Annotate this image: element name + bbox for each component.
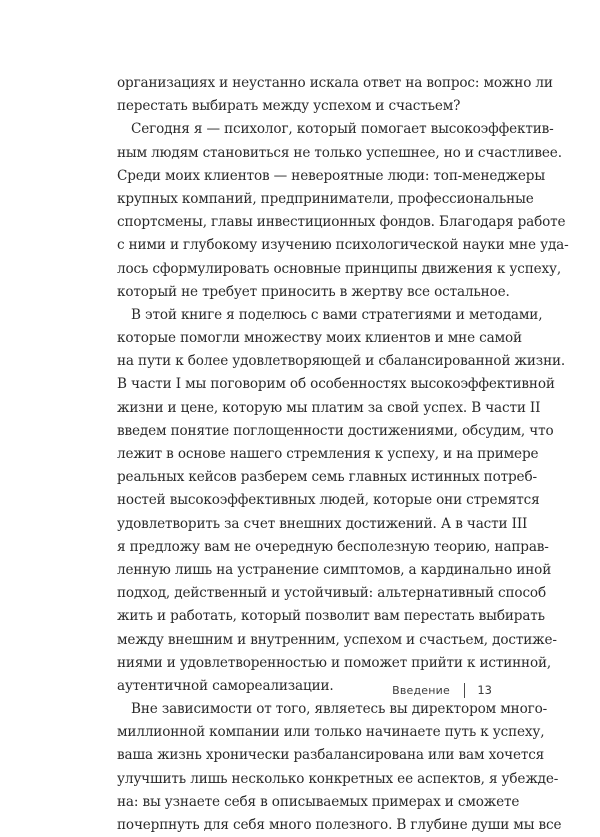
page-number: 13 xyxy=(477,683,492,697)
text-line: жить и работать, который позволит вам перестать выбирать xyxy=(117,608,545,625)
paragraph xyxy=(117,698,562,837)
footer-divider xyxy=(464,683,465,698)
text-line: на: вы узнаете себя в описываемых примерах и сможете xyxy=(117,793,520,810)
text-line: улучшить лишь несколько конкретных ее аспектов, я убежде- xyxy=(117,770,559,787)
text-line: миллионной компании или только начинаете путь к успеху, xyxy=(117,724,545,741)
text-line: между внешним и внутренним, успехом и счастьем, достиже- xyxy=(117,631,557,648)
page-footer xyxy=(392,679,492,701)
text-line: спортсмены, главы инвестиционных фондов. Благодаря работе xyxy=(117,214,566,231)
text-line: аутентичной самореализации. xyxy=(117,677,334,694)
text-line: почерпнуть для себя много полезного. В глубине души мы все xyxy=(117,817,562,833)
text-line: с ними и глубокому изучению психологической науки мне уда- xyxy=(117,237,569,254)
text-line: ным людям становиться не только успешнее, но и счастливее. xyxy=(117,144,562,161)
text-line: Среди моих клиентов — невероятные люди: топ-менеджеры xyxy=(117,167,545,184)
text-line: Вне зависимости от того, являетесь вы директором много- xyxy=(131,701,548,718)
text-line: введем понятие поглощенности достижениями, обсудим, что xyxy=(117,422,554,439)
text-line: жизни и цене, которую мы платим за свой успех. В части II xyxy=(117,399,541,416)
text-line: удовлетворить за счет внешних достижений. А в части III xyxy=(117,515,528,532)
text-line: ваша жизнь хронически разбалансирована или вам хочется xyxy=(117,747,545,764)
paragraph xyxy=(117,118,569,304)
text-line: перестать выбирать между успехом и счастьем? xyxy=(117,98,461,115)
text-line: на пути к более удовлетворяющей и сбалансированной жизни. xyxy=(117,353,566,370)
text-line: Сегодня я — психолог, который помогает высокоэффектив- xyxy=(131,121,554,138)
text-line: лежит в основе нашего стремления к успеху, и на примере xyxy=(117,446,539,462)
text-line: который не требует приносить в жертву все остальное. xyxy=(117,283,510,300)
text-line: реальных кейсов разберем семь главных истинных потреб- xyxy=(117,469,537,486)
paragraph xyxy=(117,72,553,118)
text-line: крупных компаний, предприниматели, профессиональные xyxy=(117,190,534,207)
text-line: ностей высокоэффективных людей, которые они стремятся xyxy=(117,492,540,509)
text-line: которые помогли множеству моих клиентов и мне самой xyxy=(117,330,522,347)
text-line: В этой книге я поделюсь с вами стратегиями и методами, xyxy=(131,306,543,323)
text-line: я предложу вам не очередную бесполезную теорию, направ- xyxy=(117,538,549,555)
running-footer-section-title: Введение xyxy=(392,683,450,697)
text-line: подход, действенный и устойчивый: альтернативный способ xyxy=(117,585,547,602)
text-line: ленную лишь на устранение симптомов, а кардинально иной xyxy=(117,561,552,578)
text-line: ниями и удовлетворенностью и поможет прийти к истинной, xyxy=(117,654,552,671)
text-line: организациях и неустанно искала ответ на вопрос: можно ли xyxy=(117,75,553,91)
text-line: В части I мы поговорим об особенностях высокоэффективной xyxy=(117,376,555,393)
text-line: лось сформулировать основные принципы движения к успеху, xyxy=(117,260,562,277)
